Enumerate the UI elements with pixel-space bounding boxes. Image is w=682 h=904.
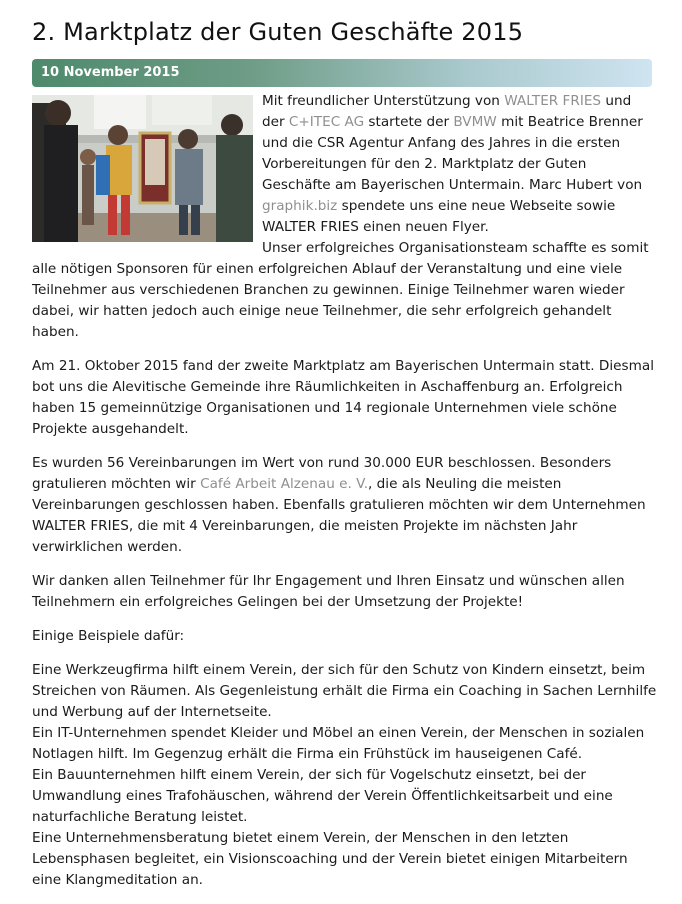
citec-link[interactable]: C+ITEC AG [288,114,365,130]
example-item: Ein Bauunternehmen hilft einem Verein, der sich für Vogelschutz einsetzt, bei der Umwandlung eines Trafohäuschen, während der Verein Öffentlichkeitsarbeit und eine naturfachliche Beratung leistet. [32,767,613,825]
organisation-paragraph: Unser erfolgreiches Organisationsteam schaffte es somit alle nötigen Sponsoren für einen erfolgreichen Ablauf der Veranstaltung und eine viele Teilnehmer aus verschiedenen Branchen zu gewinnen. Einige Teilnehmer waren wieder dabei, wir hatten jedoch auch einige neue Teilnehmer, die sehr erfolgreich gehandelt haben. [32,240,649,340]
walter-fries-link[interactable]: WALTER FRIES [504,93,602,109]
results-text-2: , die als Neuling die meisten Vereinbarungen geschlossen haben. Ebenfalls gratulieren möchten wir dem Unternehmen WALTER FRIES, die mit 4 Vereinbarungen, die meisten Projekte im nächsten Jahr verwirklichen werden. [32,476,646,555]
intro-text-1: Mit freundlicher Unterstützung von [262,93,505,109]
intro-text-2: und der [262,93,632,130]
example-item: Eine Unternehmensberatung bietet einem Verein, der Menschen in den letzten Lebensphasen begleitet, ein Visionscoaching und der Verein bietet einigen Mitarbeitern eine Klangmeditation an. [32,830,628,888]
graphik-link[interactable]: graphik.biz [262,198,338,214]
date-bar [32,59,652,87]
examples-heading: Einige Beispiele dafür: [32,628,185,644]
article-title: 2. Marktplatz der Guten Geschäfte 2015 [32,18,524,46]
intro-text-5: spendete uns eine neue Webseite sowie WALTER FRIES einen neuen Flyer. [262,198,616,235]
examples-paragraph [32,660,657,891]
thanks-paragraph: Wir danken allen Teilnehmer für Ihr Engagement und Ihren Einsatz und wünschen allen Teilnehmern ein erfolgreiches Gelingen bei der Umsetzung der Projekte! [32,573,625,610]
cafe-arbeit-link[interactable]: Café Arbeit Alzenau e. V. [200,476,369,492]
example-item: Eine Werkzeugfirma hilft einem Verein, der sich für den Schutz von Kindern einsetzt, beim Streichen von Räumen. Als Gegenleistung erhält die Firma ein Coaching in Sachen Lernhilfe und Werbung auf der Internetseite. [32,662,657,720]
intro-text-4: mit Beatrice Brenner und die CSR Agentur Anfang des Jahres in die ersten Vorbereitungen für den 2. Marktplatz der Guten Geschäfte am Bayerischen Untermain. Marc Hubert von [262,114,643,193]
results-paragraph [32,453,657,558]
article-body [32,91,657,904]
results-text-1: Es wurden 56 Vereinbarungen im Wert von rund 30.000 EUR beschlossen. Besonders gratulieren möchten wir [32,455,612,492]
photo-spacer [32,91,262,239]
event-paragraph: Am 21. Oktober 2015 fand der zweite Marktplatz am Bayerischen Untermain statt. Diesmal bot uns die Alevitische Gemeinde ihre Räumlichkeiten in Aschaffenburg an. Erfolgreich haben 15 gemeinnützige Organisationen und 14 regionale Unternehmen viele schöne Projekte ausgehandelt. [32,358,654,437]
bvmw-link[interactable]: BVMW [453,114,497,130]
article-date: 10 November 2015 [41,65,180,80]
intro-text-3: startete der [364,114,454,130]
example-item: Ein IT-Unternehmen spendet Kleider und Möbel an einen Verein, der Menschen in sozialen Notlagen hilft. Im Gegenzug erhält die Firma ein Frühstück im hauseigenen Café. [32,725,645,762]
